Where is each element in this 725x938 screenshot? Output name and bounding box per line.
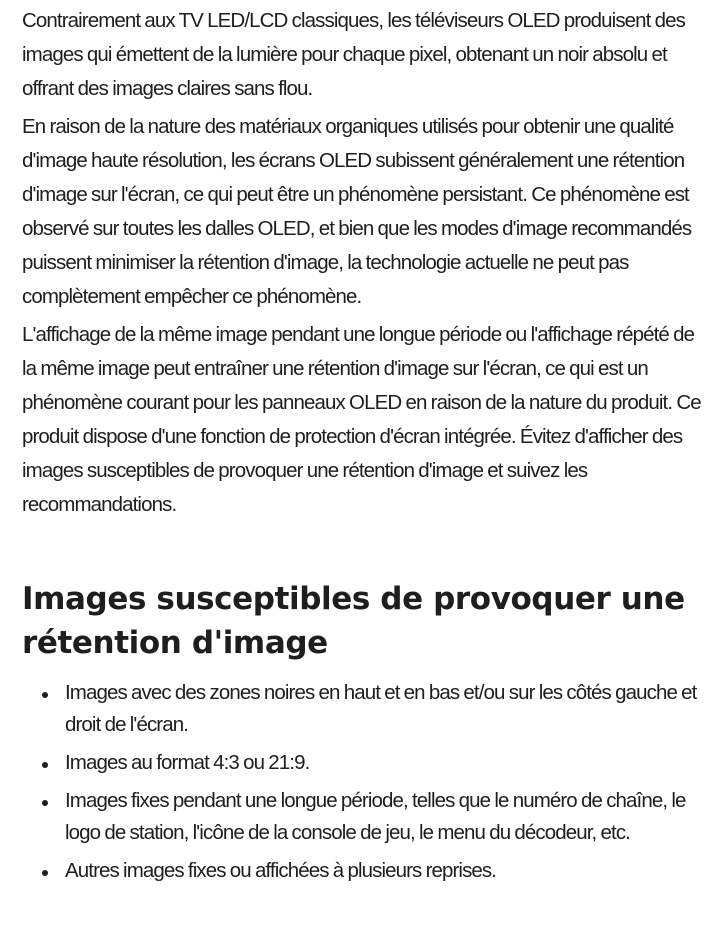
list-item bbox=[22, 785, 712, 849]
list-item bbox=[22, 747, 712, 779]
document-page bbox=[22, 4, 712, 893]
list-item-text: Images avec des zones noires en haut et en bas et/ou sur les côtés gauche et droit de l'écran. bbox=[65, 681, 697, 736]
list-item bbox=[22, 677, 712, 741]
screen-protection-paragraph: L'affichage de la même image pendant une longue période ou l'affichage répété de la même image peut entraîner une rétention d'image sur l'écran, ce qui est un phénomène courant pour les panneaux OLED en raison de la nature du produit. Ce produit dispose d'une fonction de protection d'écran intégrée. Évitez d'afficher des images susceptibles de provoquer une rétention d'image et suivez les recommandations. bbox=[22, 323, 701, 516]
list-item-text: Autres images fixes ou affichées à plusieurs reprises. bbox=[65, 859, 497, 882]
bullet-icon bbox=[42, 800, 48, 806]
list-item-text: Images au format 4:3 ou 21:9. bbox=[65, 751, 310, 774]
bullet-icon bbox=[42, 762, 48, 768]
list-item-text: Images fixes pendant une longue période, telles que le numéro de chaîne, le logo de station, l'icône de la console de jeu, le menu du décodeur, etc. bbox=[65, 789, 686, 844]
intro-paragraph: Contrairement aux TV LED/LCD classiques, les téléviseurs OLED produisent des images qui émettent de la lumière pour chaque pixel, obtenant un noir absolu et offrant des images claires sans flou. bbox=[22, 9, 686, 100]
bullet-icon bbox=[42, 692, 48, 698]
bullet-icon bbox=[42, 870, 48, 876]
organic-materials-paragraph: En raison de la nature des matériaux organiques utilisés pour obtenir une qualité d'image haute résolution, les écrans OLED subissent généralement une rétention d'image sur l'écran, ce qui peut être un phénomène persistant. Ce phénomène est observé sur toutes les dalles OLED, et bien que les modes d'image recommandés puissent minimiser la rétention d'image, la technologie actuelle ne peut pas complètement empêcher ce phénomène. bbox=[22, 115, 692, 308]
section-heading: Images susceptibles de provoquer une rétention d'image bbox=[22, 581, 685, 661]
list-item bbox=[22, 855, 712, 887]
image-retention-list bbox=[22, 677, 712, 887]
